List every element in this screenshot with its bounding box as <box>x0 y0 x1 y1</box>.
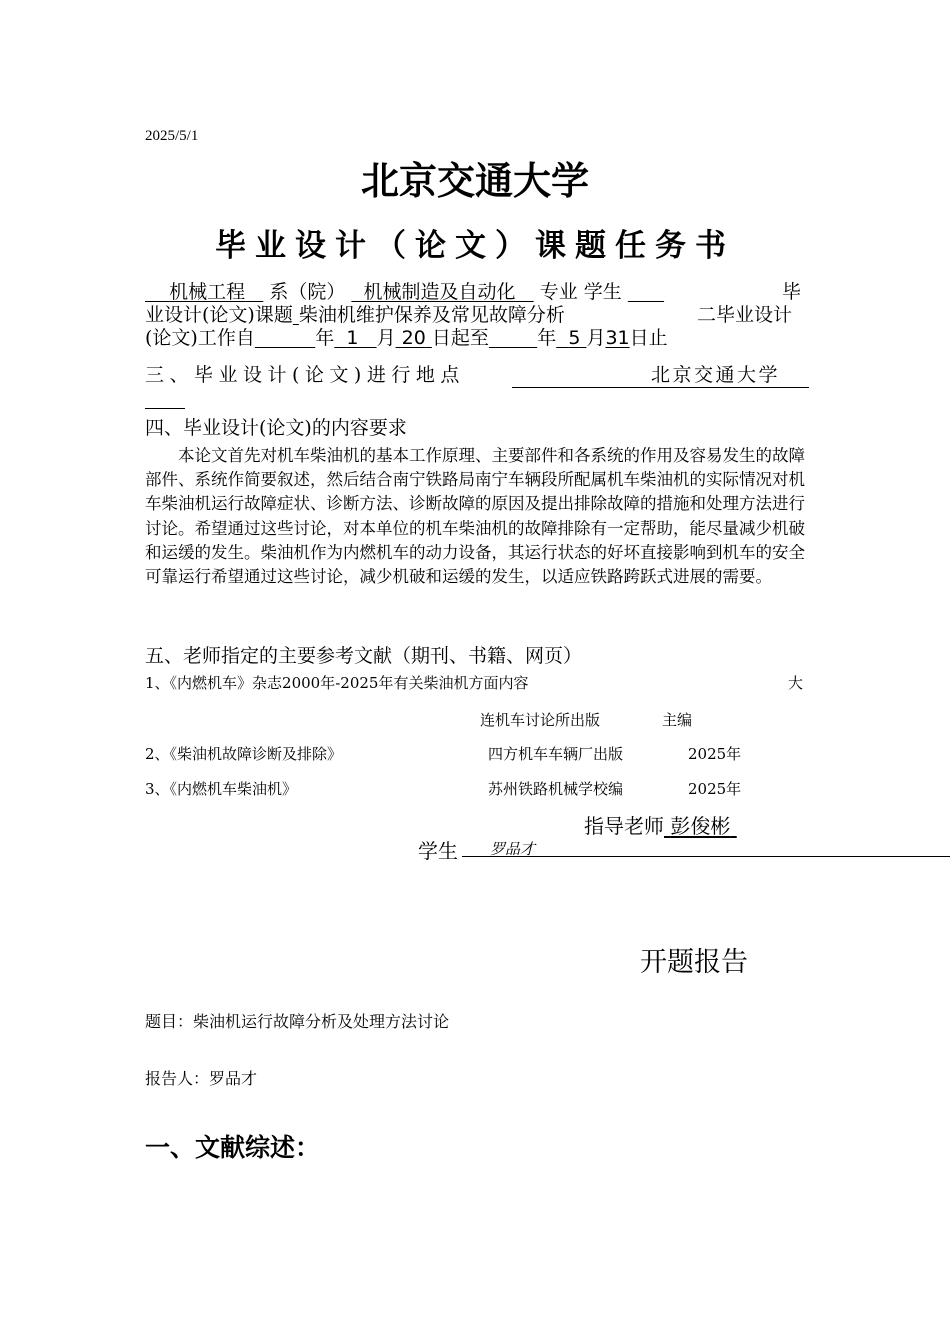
department-suffix: 系（院） <box>269 281 346 303</box>
bi-char: 毕 <box>782 281 802 303</box>
reference-3: 3、《内燃机车柴油机》 <box>145 780 298 798</box>
advisor-name: 彭俊彬 <box>670 814 731 838</box>
topic-prefix: 业设计(论文)课题 <box>145 304 293 326</box>
start-day: 20 <box>401 327 426 349</box>
work-period-prefix: (论文)工作自 <box>145 327 255 349</box>
section5-heading: 五、老师指定的主要参考文献（期刊、书籍、网页） <box>145 645 583 667</box>
major-field <box>351 281 533 303</box>
section2-label: 二毕业设计 <box>697 304 793 326</box>
date: 2025/5/1 <box>145 128 199 144</box>
reference-2-year: 2025年 <box>688 745 742 763</box>
end-day: 31 <box>605 327 630 349</box>
department-value: 机械工程 <box>169 281 246 303</box>
section4-heading: 四、毕业设计(论文)的内容要求 <box>145 417 407 439</box>
month-char-1: 月 <box>376 327 396 349</box>
student-name-handwritten: 罗品才 <box>490 840 536 858</box>
end-month: 5 <box>568 327 581 349</box>
year-char-1: 年 <box>315 327 335 349</box>
start-month-field <box>334 327 376 349</box>
report-topic: 题目：柴油机运行故障分析及处理方法讨论 <box>145 1012 450 1031</box>
form-line-1 <box>145 280 664 305</box>
major-value: 机械制造及自动化 <box>363 281 516 303</box>
advisor-label: 指导老师 <box>584 814 664 838</box>
university-title: 北京交通大学 <box>360 159 589 203</box>
student-signature <box>418 835 458 864</box>
end-year-blank <box>489 327 537 349</box>
end-day-field <box>605 327 629 349</box>
advisor-signature <box>584 810 737 839</box>
start-suffix: 日起至 <box>431 327 489 349</box>
content-requirements: 本论文首先对机车柴油机的基本工作原理、主要部件和各系统的作用及容易发生的故障部件、系统作简要叙述，然后结合南宁铁路局南宁车辆段所配属机车柴油机的实际情况对机车柴油机运行故障症状、诊断方法、诊断故障的原因及提出排除故障的措施和处理方法进行讨论。希望通过这些讨论，对本单位的机车柴油机的故障排除有一定帮助，能尽量减少机破和运缓的发生。柴油机作为内燃机车的动力设备，其运行状态的好坏直接影响到机车的安全可靠运行希望通过这些讨论，减少机破和运缓的发生，以适应铁路跨跃式进展的需要。 <box>145 446 805 587</box>
student-sign-label: 学生 <box>418 839 458 863</box>
reference-1-tail: 大 <box>788 674 804 692</box>
reference-1-publisher: 连机车讨论所出版 <box>480 711 601 729</box>
student-label: 学生 <box>583 281 622 303</box>
location-value: 北京交通大学 <box>651 364 781 386</box>
student-sign-line <box>462 856 950 857</box>
student-blank <box>628 281 664 303</box>
reference-1-role: 主编 <box>662 711 693 729</box>
topic-value: 柴油机维护保养及常见故障分析 <box>298 304 565 326</box>
reference-1: 1、《内燃机车》杂志2000年-2025年有关柴油机方面内容 <box>145 674 529 692</box>
start-day-field <box>396 327 432 349</box>
year-char-2: 年 <box>537 327 557 349</box>
reference-2-publisher: 四方机车车辆厂出版 <box>488 745 624 763</box>
section1-heading: 一、文献综述： <box>145 1133 321 1162</box>
reference-3-year: 2025年 <box>688 780 742 798</box>
report-title: 开题报告 <box>640 947 748 978</box>
form-line-3 <box>145 326 668 351</box>
advisor-name-field <box>664 814 737 838</box>
section3-label: 三、毕业设计(论文)进行地点 <box>145 364 465 386</box>
month-char-2: 月 <box>586 327 606 349</box>
form-line-2 <box>145 303 565 328</box>
document-title: 毕业设计（论文）课题任务书 <box>215 228 735 264</box>
start-month: 1 <box>346 327 359 349</box>
reporter: 报告人：罗品才 <box>145 1069 258 1088</box>
start-year-blank <box>255 327 315 349</box>
department-field <box>145 281 263 303</box>
end-month-field <box>556 327 586 349</box>
reference-3-publisher: 苏州铁路机械学校编 <box>488 780 624 798</box>
location-underline-cont <box>145 408 185 409</box>
reference-2: 2、《柴油机故障诊断及排除》 <box>145 745 343 763</box>
end-suffix: 日止 <box>629 327 668 349</box>
major-suffix: 专业 <box>539 281 578 303</box>
